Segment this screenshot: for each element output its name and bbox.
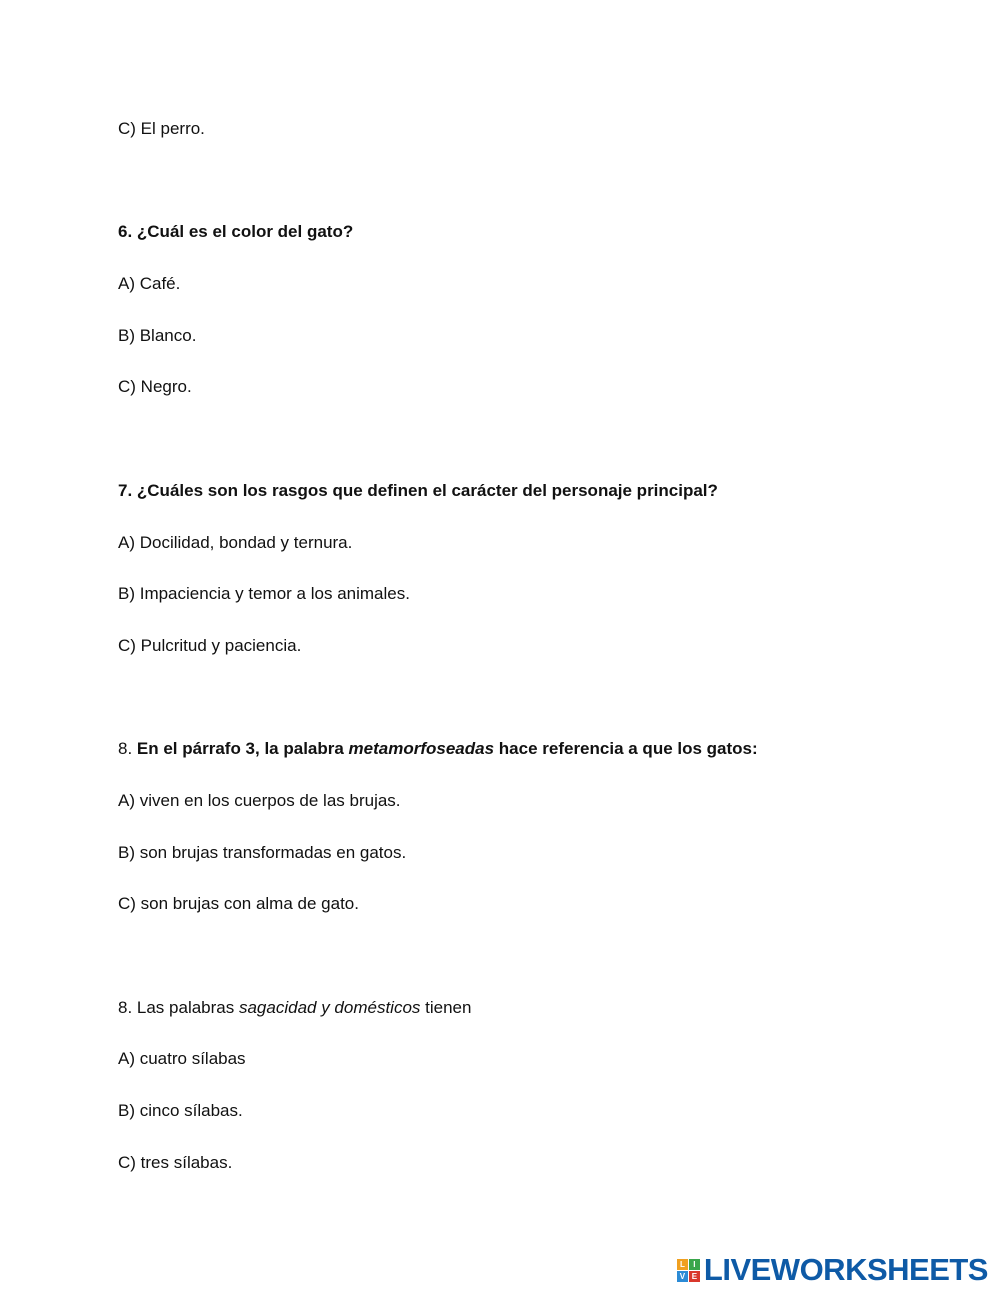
question-8-option-b: B) son brujas transformadas en gatos. xyxy=(118,843,407,862)
liveworksheets-logo xyxy=(677,1252,988,1288)
question-6-option-a: A) Café. xyxy=(118,274,181,293)
question-6: 6. ¿Cuál es el color del gato? xyxy=(118,222,354,241)
question-9-text-part2: tienen xyxy=(420,998,472,1017)
question-6-option-b: B) Blanco. xyxy=(118,326,197,345)
question-7-option-a: A) Docilidad, bondad y ternura. xyxy=(118,533,353,552)
question-9-option-b: B) cinco sílabas. xyxy=(118,1101,243,1120)
question-7-option-b: B) Impaciencia y temor a los animales. xyxy=(118,584,410,603)
question-8-number: 8. xyxy=(118,739,137,758)
option-c-previous: C) El perro. xyxy=(118,119,205,138)
question-7: 7. ¿Cuáles son los rasgos que definen el carácter del personaje principal? xyxy=(118,481,718,500)
logo-mark-cell: E xyxy=(689,1271,700,1282)
question-7-option-c: C) Pulcritud y paciencia. xyxy=(118,636,302,655)
question-6-option-c: C) Negro. xyxy=(118,377,192,396)
liveworksheets-logo-text: LIVEWORKSHEETS xyxy=(703,1252,988,1287)
question-8-text-part2: hace referencia a que los gatos: xyxy=(494,739,758,758)
question-9 xyxy=(118,998,471,1018)
logo-mark-cell: L xyxy=(677,1259,688,1270)
question-8-option-a: A) viven en los cuerpos de las brujas. xyxy=(118,791,401,810)
question-8 xyxy=(118,739,758,759)
question-8-keyword: metamorfoseadas xyxy=(348,739,495,758)
question-9-option-a: A) cuatro sílabas xyxy=(118,1049,246,1068)
question-9-text-part1: 8. Las palabras xyxy=(118,998,239,1017)
question-9-keywords: sagacidad y domésticos xyxy=(238,998,421,1017)
logo-mark-cell: V xyxy=(677,1271,688,1282)
question-9-option-c: C) tres sílabas. xyxy=(118,1153,233,1172)
liveworksheets-logo-icon xyxy=(677,1259,700,1282)
question-8-option-c: C) son brujas con alma de gato. xyxy=(118,894,359,913)
logo-mark-cell: I xyxy=(689,1259,700,1270)
question-8-text-part1: En el párrafo 3, la palabra xyxy=(136,739,349,758)
